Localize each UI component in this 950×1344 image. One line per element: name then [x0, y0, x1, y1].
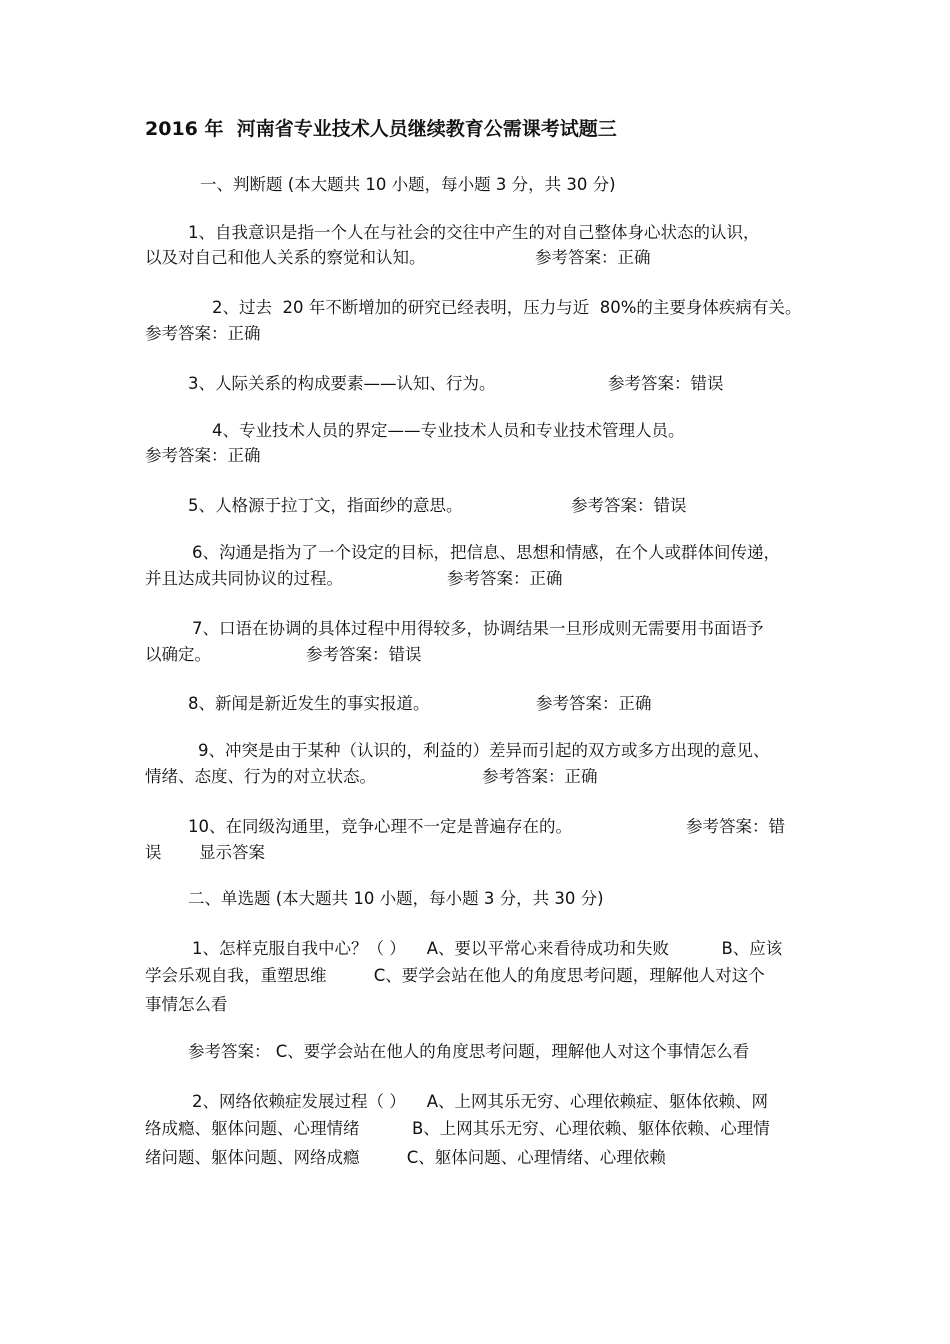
question-1-line-1: 1、自我意识是指一个人在与社会的交往中产生的对自己整体身心状态的认识，: [188, 223, 760, 242]
question-8-answer: 参考答案：正确: [536, 694, 652, 713]
question-9-line-2: 情绪、态度、行为的对立状态。: [145, 767, 376, 786]
question-1-answer: 参考答案：正确: [535, 248, 651, 267]
question-4-line-1: 4、专业技术人员的界定——专业技术人员和专业技术管理人员。: [212, 421, 685, 440]
question-5-answer: 参考答案：错误: [571, 496, 687, 515]
question-2-answer: 参考答案：正确: [145, 324, 261, 343]
question-7-line-2: 以确定。: [145, 645, 211, 664]
show-answer-link[interactable]: 显示答案: [199, 843, 265, 862]
question-6-line-1: 6、沟通是指为了一个设定的目标，把信息、思想和情感，在个人或群体间传递，: [192, 543, 780, 562]
choice-question-2-line-2: 络成瘾、躯体问题、心理情绪 B、上网其乐无穷、心理依赖、躯体依赖、心理情: [145, 1119, 770, 1138]
section-header-judgment: 一、判断题 (本大题共 10 小题，每小题 3 分，共 30 分): [200, 175, 616, 194]
question-6-line-2: 并且达成共同协议的过程。: [145, 569, 343, 588]
question-5-line-1: 5、人格源于拉丁文，指面纱的意思。: [188, 496, 463, 515]
question-9-answer: 参考答案：正确: [482, 767, 598, 786]
question-10-line-1: 10、在同级沟通里，竞争心理不一定是普遍存在的。: [188, 817, 572, 836]
choice-question-1-line-3: 事情怎么看: [145, 995, 228, 1014]
question-2-line-1: 2、过去 20 年不断增加的研究已经表明，压力与近 80%的主要身体疾病有关。: [212, 298, 802, 317]
question-6-answer: 参考答案：正确: [447, 569, 563, 588]
question-10-answer-continued: 误: [145, 843, 162, 862]
choice-question-2-line-3: 绪问题、躯体问题、网络成瘾 C、躯体问题、心理情绪、心理依赖: [145, 1148, 666, 1167]
question-8-line-1: 8、新闻是新近发生的事实报道。: [188, 694, 430, 713]
question-10-answer: 参考答案：错: [686, 817, 785, 836]
question-9-line-1: 9、冲突是由于某种（认识的，利益的）差异而引起的双方或多方出现的意见、: [198, 741, 770, 760]
question-7-answer: 参考答案：错误: [306, 645, 422, 664]
choice-question-1-line-2: 学会乐观自我，重塑思维 C、要学会站在他人的角度思考问题，理解他人对这个: [145, 966, 765, 985]
question-4-answer: 参考答案：正确: [145, 446, 261, 465]
choice-question-1-line-1: 1、怎样克服自我中心？（ ） A、要以平常心来看待成功和失败 B、应该: [192, 939, 783, 958]
question-1-line-2: 以及对自己和他人关系的察觉和认知。: [145, 248, 426, 267]
question-3-answer: 参考答案：错误: [608, 374, 724, 393]
page-title: 2016 年 河南省专业技术人员继续教育公需课考试题三: [145, 118, 617, 140]
section-header-single-choice: 二、单选题 (本大题共 10 小题，每小题 3 分，共 30 分): [188, 889, 604, 908]
choice-question-1-answer: 参考答案： C、要学会站在他人的角度思考问题，理解他人对这个事情怎么看: [188, 1042, 750, 1061]
question-7-line-1: 7、口语在协调的具体过程中用得较多，协调结果一旦形成则无需要用书面语予: [192, 619, 764, 638]
question-3-line-1: 3、人际关系的构成要素——认知、行为。: [188, 374, 496, 393]
choice-question-2-line-1: 2、网络依赖症发展过程（ ） A、上网其乐无穷、心理依赖症、躯体依赖、网: [192, 1092, 769, 1111]
